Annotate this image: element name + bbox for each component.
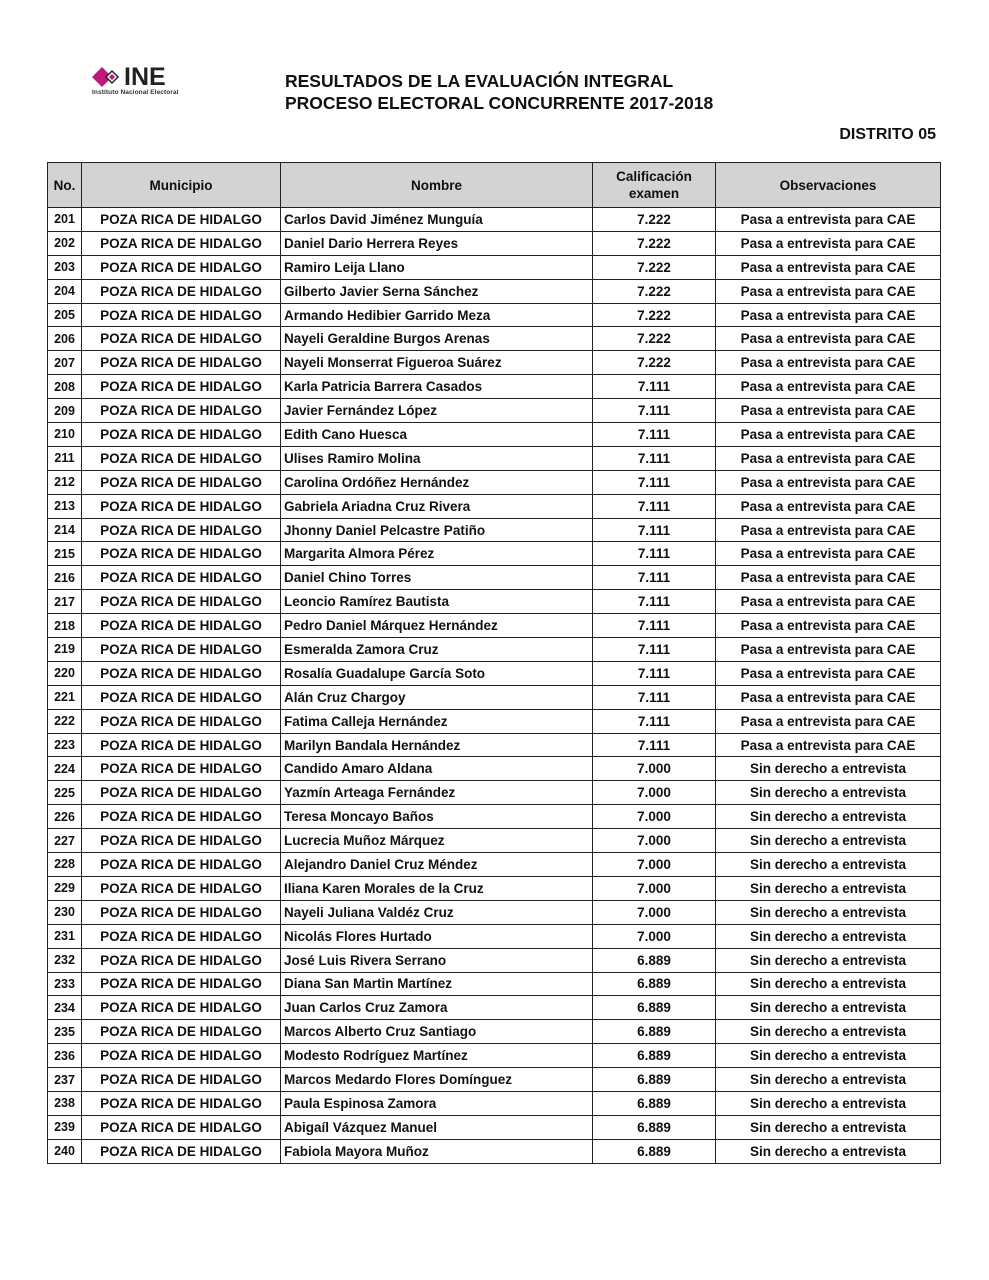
ine-logo (92, 63, 212, 100)
municipio-cell: POZA RICA DE HIDALGO (82, 470, 281, 494)
nombre-cell: Leoncio Ramírez Bautista (281, 590, 593, 614)
calificacion-cell: 7.222 (593, 327, 716, 351)
municipio-cell: POZA RICA DE HIDALGO (82, 590, 281, 614)
nombre-cell: Yazmín Arteaga Fernández (281, 781, 593, 805)
calificacion-cell: 7.000 (593, 757, 716, 781)
table-row (48, 542, 941, 566)
municipio-cell: POZA RICA DE HIDALGO (82, 924, 281, 948)
table-row (48, 661, 941, 685)
table-row (48, 876, 941, 900)
observaciones-cell: Sin derecho a entrevista (716, 924, 941, 948)
calificacion-cell: 7.000 (593, 829, 716, 853)
row-number: 209 (48, 399, 82, 423)
table-row (48, 351, 941, 375)
table-row (48, 423, 941, 447)
title-line-2: PROCESO ELECTORAL CONCURRENTE 2017-2018 (285, 93, 714, 113)
nombre-cell: Nayeli Geraldine Burgos Arenas (281, 327, 593, 351)
row-number: 202 (48, 231, 82, 255)
table-row (48, 303, 941, 327)
row-number: 224 (48, 757, 82, 781)
observaciones-cell: Pasa a entrevista para CAE (716, 375, 941, 399)
table-row (48, 590, 941, 614)
calificacion-cell: 6.889 (593, 1091, 716, 1115)
municipio-cell: POZA RICA DE HIDALGO (82, 1068, 281, 1092)
table-row (48, 924, 941, 948)
calificacion-cell: 6.889 (593, 1044, 716, 1068)
table-row (48, 733, 941, 757)
observaciones-cell: Pasa a entrevista para CAE (716, 255, 941, 279)
table-row (48, 685, 941, 709)
row-number: 220 (48, 661, 82, 685)
municipio-cell: POZA RICA DE HIDALGO (82, 661, 281, 685)
observaciones-cell: Pasa a entrevista para CAE (716, 231, 941, 255)
row-number: 227 (48, 829, 82, 853)
nombre-cell: Nayeli Juliana Valdéz Cruz (281, 900, 593, 924)
observaciones-cell: Sin derecho a entrevista (716, 1020, 941, 1044)
observaciones-cell: Pasa a entrevista para CAE (716, 661, 941, 685)
row-number: 211 (48, 446, 82, 470)
column-header-calificacion (593, 163, 716, 208)
municipio-cell: POZA RICA DE HIDALGO (82, 996, 281, 1020)
municipio-cell: POZA RICA DE HIDALGO (82, 948, 281, 972)
table-row (48, 900, 941, 924)
observaciones-cell: Pasa a entrevista para CAE (716, 733, 941, 757)
row-number: 238 (48, 1091, 82, 1115)
observaciones-cell: Sin derecho a entrevista (716, 900, 941, 924)
municipio-cell: POZA RICA DE HIDALGO (82, 876, 281, 900)
municipio-cell: POZA RICA DE HIDALGO (82, 1020, 281, 1044)
municipio-cell: POZA RICA DE HIDALGO (82, 303, 281, 327)
table-row (48, 1020, 941, 1044)
observaciones-cell: Sin derecho a entrevista (716, 1115, 941, 1139)
row-number: 226 (48, 805, 82, 829)
calificacion-cell: 7.222 (593, 351, 716, 375)
nombre-cell: Javier Fernández López (281, 399, 593, 423)
calificacion-cell: 6.889 (593, 1020, 716, 1044)
observaciones-cell: Pasa a entrevista para CAE (716, 423, 941, 447)
row-number: 207 (48, 351, 82, 375)
table-row (48, 853, 941, 877)
observaciones-cell: Pasa a entrevista para CAE (716, 494, 941, 518)
observaciones-cell: Pasa a entrevista para CAE (716, 470, 941, 494)
municipio-cell: POZA RICA DE HIDALGO (82, 446, 281, 470)
nombre-cell: Daniel Chino Torres (281, 566, 593, 590)
table-row (48, 972, 941, 996)
observaciones-cell: Pasa a entrevista para CAE (716, 351, 941, 375)
nombre-cell: Nicolás Flores Hurtado (281, 924, 593, 948)
municipio-cell: POZA RICA DE HIDALGO (82, 375, 281, 399)
results-table (47, 162, 941, 1164)
column-header-nombre: Nombre (281, 163, 593, 208)
calificacion-cell: 7.000 (593, 900, 716, 924)
municipio-cell: POZA RICA DE HIDALGO (82, 829, 281, 853)
observaciones-cell: Pasa a entrevista para CAE (716, 303, 941, 327)
calificacion-cell: 7.111 (593, 709, 716, 733)
table-row (48, 948, 941, 972)
table-row (48, 709, 941, 733)
calificacion-cell: 6.889 (593, 948, 716, 972)
municipio-cell: POZA RICA DE HIDALGO (82, 208, 281, 232)
table-row (48, 255, 941, 279)
observaciones-cell: Pasa a entrevista para CAE (716, 446, 941, 470)
calificacion-cell: 7.111 (593, 685, 716, 709)
nombre-cell: Lucrecia Muñoz Márquez (281, 829, 593, 853)
observaciones-cell: Sin derecho a entrevista (716, 853, 941, 877)
observaciones-cell: Sin derecho a entrevista (716, 876, 941, 900)
nombre-cell: Paula Espinosa Zamora (281, 1091, 593, 1115)
observaciones-cell: Sin derecho a entrevista (716, 829, 941, 853)
row-number: 231 (48, 924, 82, 948)
nombre-cell: Daniel Dario Herrera Reyes (281, 231, 593, 255)
municipio-cell: POZA RICA DE HIDALGO (82, 1091, 281, 1115)
calificacion-cell: 7.111 (593, 446, 716, 470)
nombre-cell: Iliana Karen Morales de la Cruz (281, 876, 593, 900)
municipio-cell: POZA RICA DE HIDALGO (82, 423, 281, 447)
nombre-cell: Nayeli Monserrat Figueroa Suárez (281, 351, 593, 375)
table-row (48, 638, 941, 662)
table-row (48, 1139, 941, 1163)
table-header-row (48, 163, 941, 208)
nombre-cell: Jhonny Daniel Pelcastre Patiño (281, 518, 593, 542)
calificacion-cell: 7.111 (593, 542, 716, 566)
calificacion-cell: 7.111 (593, 614, 716, 638)
calificacion-cell: 6.889 (593, 1068, 716, 1092)
observaciones-cell: Pasa a entrevista para CAE (716, 399, 941, 423)
row-number: 210 (48, 423, 82, 447)
row-number: 232 (48, 948, 82, 972)
observaciones-cell: Pasa a entrevista para CAE (716, 279, 941, 303)
nombre-cell: Abigaíl Vázquez Manuel (281, 1115, 593, 1139)
municipio-cell: POZA RICA DE HIDALGO (82, 1115, 281, 1139)
observaciones-cell: Pasa a entrevista para CAE (716, 542, 941, 566)
row-number: 225 (48, 781, 82, 805)
nombre-cell: Marilyn Bandala Hernández (281, 733, 593, 757)
calificacion-cell: 7.111 (593, 518, 716, 542)
municipio-cell: POZA RICA DE HIDALGO (82, 757, 281, 781)
municipio-cell: POZA RICA DE HIDALGO (82, 279, 281, 303)
municipio-cell: POZA RICA DE HIDALGO (82, 614, 281, 638)
municipio-cell: POZA RICA DE HIDALGO (82, 518, 281, 542)
observaciones-cell: Pasa a entrevista para CAE (716, 614, 941, 638)
table-row (48, 470, 941, 494)
calificacion-cell: 6.889 (593, 1139, 716, 1163)
row-number: 230 (48, 900, 82, 924)
row-number: 237 (48, 1068, 82, 1092)
district-label: DISTRITO 05 (839, 126, 936, 143)
nombre-cell: Juan Carlos Cruz Zamora (281, 996, 593, 1020)
row-number: 215 (48, 542, 82, 566)
calificacion-header-line-2: examen (628, 186, 680, 201)
table-row (48, 996, 941, 1020)
row-number: 212 (48, 470, 82, 494)
table-row (48, 566, 941, 590)
calificacion-cell: 7.222 (593, 231, 716, 255)
calificacion-cell: 7.000 (593, 853, 716, 877)
municipio-cell: POZA RICA DE HIDALGO (82, 327, 281, 351)
nombre-cell: Candido Amaro Aldana (281, 757, 593, 781)
municipio-cell: POZA RICA DE HIDALGO (82, 972, 281, 996)
observaciones-cell: Sin derecho a entrevista (716, 1044, 941, 1068)
table-row (48, 446, 941, 470)
nombre-cell: Carolina Ordóñez Hernández (281, 470, 593, 494)
observaciones-cell: Pasa a entrevista para CAE (716, 638, 941, 662)
table-row (48, 781, 941, 805)
row-number: 206 (48, 327, 82, 351)
row-number: 217 (48, 590, 82, 614)
municipio-cell: POZA RICA DE HIDALGO (82, 1044, 281, 1068)
page-title (285, 70, 713, 114)
calificacion-cell: 7.000 (593, 781, 716, 805)
municipio-cell: POZA RICA DE HIDALGO (82, 685, 281, 709)
row-number: 228 (48, 853, 82, 877)
table-row (48, 518, 941, 542)
table-row (48, 805, 941, 829)
ine-diamond-logo-icon (92, 67, 122, 87)
calificacion-cell: 7.222 (593, 208, 716, 232)
municipio-cell: POZA RICA DE HIDALGO (82, 494, 281, 518)
column-header-observaciones: Observaciones (716, 163, 941, 208)
observaciones-cell: Pasa a entrevista para CAE (716, 327, 941, 351)
municipio-cell: POZA RICA DE HIDALGO (82, 709, 281, 733)
row-number: 236 (48, 1044, 82, 1068)
nombre-cell: Diana San Martin Martínez (281, 972, 593, 996)
observaciones-cell: Sin derecho a entrevista (716, 996, 941, 1020)
calificacion-cell: 7.111 (593, 375, 716, 399)
municipio-cell: POZA RICA DE HIDALGO (82, 566, 281, 590)
observaciones-cell: Sin derecho a entrevista (716, 781, 941, 805)
observaciones-cell: Sin derecho a entrevista (716, 757, 941, 781)
table-row (48, 231, 941, 255)
nombre-cell: José Luis Rivera Serrano (281, 948, 593, 972)
calificacion-cell: 6.889 (593, 972, 716, 996)
column-header-municipio: Municipio (82, 163, 281, 208)
municipio-cell: POZA RICA DE HIDALGO (82, 399, 281, 423)
table-row (48, 375, 941, 399)
calificacion-cell: 7.222 (593, 279, 716, 303)
calificacion-cell: 7.111 (593, 470, 716, 494)
row-number: 213 (48, 494, 82, 518)
nombre-cell: Marcos Medardo Flores Domínguez (281, 1068, 593, 1092)
calificacion-cell: 7.222 (593, 255, 716, 279)
calificacion-cell: 7.111 (593, 399, 716, 423)
row-number: 218 (48, 614, 82, 638)
municipio-cell: POZA RICA DE HIDALGO (82, 733, 281, 757)
row-number: 221 (48, 685, 82, 709)
nombre-cell: Fatima Calleja Hernández (281, 709, 593, 733)
table-row (48, 279, 941, 303)
row-number: 201 (48, 208, 82, 232)
nombre-cell: Alán Cruz Chargoy (281, 685, 593, 709)
nombre-cell: Pedro Daniel Márquez Hernández (281, 614, 593, 638)
row-number: 203 (48, 255, 82, 279)
logo-subtitle: Instituto Nacional Electoral (92, 89, 179, 96)
calificacion-cell: 7.111 (593, 638, 716, 662)
table-row (48, 1091, 941, 1115)
observaciones-cell: Sin derecho a entrevista (716, 805, 941, 829)
row-number: 219 (48, 638, 82, 662)
table-row (48, 757, 941, 781)
observaciones-cell: Sin derecho a entrevista (716, 1068, 941, 1092)
table-row (48, 614, 941, 638)
row-number: 223 (48, 733, 82, 757)
table-row (48, 399, 941, 423)
table-row (48, 494, 941, 518)
observaciones-cell: Pasa a entrevista para CAE (716, 685, 941, 709)
table-row (48, 1068, 941, 1092)
observaciones-cell: Sin derecho a entrevista (716, 948, 941, 972)
municipio-cell: POZA RICA DE HIDALGO (82, 1139, 281, 1163)
row-number: 234 (48, 996, 82, 1020)
row-number: 222 (48, 709, 82, 733)
logo-acronym: INE (124, 63, 166, 91)
calificacion-cell: 7.111 (593, 423, 716, 447)
title-line-1: RESULTADOS DE LA EVALUACIÓN INTEGRAL (285, 71, 674, 91)
municipio-cell: POZA RICA DE HIDALGO (82, 900, 281, 924)
nombre-cell: Margarita Almora Pérez (281, 542, 593, 566)
calificacion-cell: 7.000 (593, 876, 716, 900)
row-number: 204 (48, 279, 82, 303)
table-row (48, 1044, 941, 1068)
row-number: 205 (48, 303, 82, 327)
column-header-no: No. (48, 163, 82, 208)
municipio-cell: POZA RICA DE HIDALGO (82, 805, 281, 829)
municipio-cell: POZA RICA DE HIDALGO (82, 781, 281, 805)
nombre-cell: Teresa Moncayo Baños (281, 805, 593, 829)
nombre-cell: Rosalía Guadalupe García Soto (281, 661, 593, 685)
calificacion-cell: 7.000 (593, 924, 716, 948)
calificacion-cell: 7.111 (593, 590, 716, 614)
row-number: 235 (48, 1020, 82, 1044)
calificacion-cell: 6.889 (593, 996, 716, 1020)
row-number: 240 (48, 1139, 82, 1163)
observaciones-cell: Pasa a entrevista para CAE (716, 709, 941, 733)
observaciones-cell: Sin derecho a entrevista (716, 1139, 941, 1163)
nombre-cell: Karla Patricia Barrera Casados (281, 375, 593, 399)
nombre-cell: Modesto Rodríguez Martínez (281, 1044, 593, 1068)
observaciones-cell: Sin derecho a entrevista (716, 972, 941, 996)
calificacion-cell: 7.111 (593, 661, 716, 685)
nombre-cell: Marcos Alberto Cruz Santiago (281, 1020, 593, 1044)
municipio-cell: POZA RICA DE HIDALGO (82, 231, 281, 255)
calificacion-cell: 6.889 (593, 1115, 716, 1139)
calificacion-header-line-1: Calificación (616, 169, 692, 184)
observaciones-cell: Pasa a entrevista para CAE (716, 566, 941, 590)
observaciones-cell: Pasa a entrevista para CAE (716, 590, 941, 614)
nombre-cell: Ulises Ramiro Molina (281, 446, 593, 470)
row-number: 239 (48, 1115, 82, 1139)
calificacion-cell: 7.111 (593, 494, 716, 518)
row-number: 233 (48, 972, 82, 996)
municipio-cell: POZA RICA DE HIDALGO (82, 351, 281, 375)
observaciones-cell: Pasa a entrevista para CAE (716, 518, 941, 542)
nombre-cell: Fabiola Mayora Muñoz (281, 1139, 593, 1163)
observaciones-cell: Pasa a entrevista para CAE (716, 208, 941, 232)
calificacion-cell: 7.111 (593, 566, 716, 590)
table-row (48, 829, 941, 853)
municipio-cell: POZA RICA DE HIDALGO (82, 542, 281, 566)
row-number: 214 (48, 518, 82, 542)
nombre-cell: Armando Hedibier Garrido Meza (281, 303, 593, 327)
observaciones-cell: Sin derecho a entrevista (716, 1091, 941, 1115)
municipio-cell: POZA RICA DE HIDALGO (82, 638, 281, 662)
table-row (48, 327, 941, 351)
municipio-cell: POZA RICA DE HIDALGO (82, 255, 281, 279)
nombre-cell: Gilberto Javier Serna Sánchez (281, 279, 593, 303)
calificacion-cell: 7.000 (593, 805, 716, 829)
nombre-cell: Carlos David Jiménez Munguía (281, 208, 593, 232)
table-row (48, 1115, 941, 1139)
row-number: 208 (48, 375, 82, 399)
calificacion-cell: 7.222 (593, 303, 716, 327)
nombre-cell: Esmeralda Zamora Cruz (281, 638, 593, 662)
nombre-cell: Alejandro Daniel Cruz Méndez (281, 853, 593, 877)
row-number: 229 (48, 876, 82, 900)
municipio-cell: POZA RICA DE HIDALGO (82, 853, 281, 877)
calificacion-cell: 7.111 (593, 733, 716, 757)
table-row (48, 208, 941, 232)
nombre-cell: Gabriela Ariadna Cruz Rivera (281, 494, 593, 518)
nombre-cell: Ramiro Leija Llano (281, 255, 593, 279)
row-number: 216 (48, 566, 82, 590)
nombre-cell: Edith Cano Huesca (281, 423, 593, 447)
